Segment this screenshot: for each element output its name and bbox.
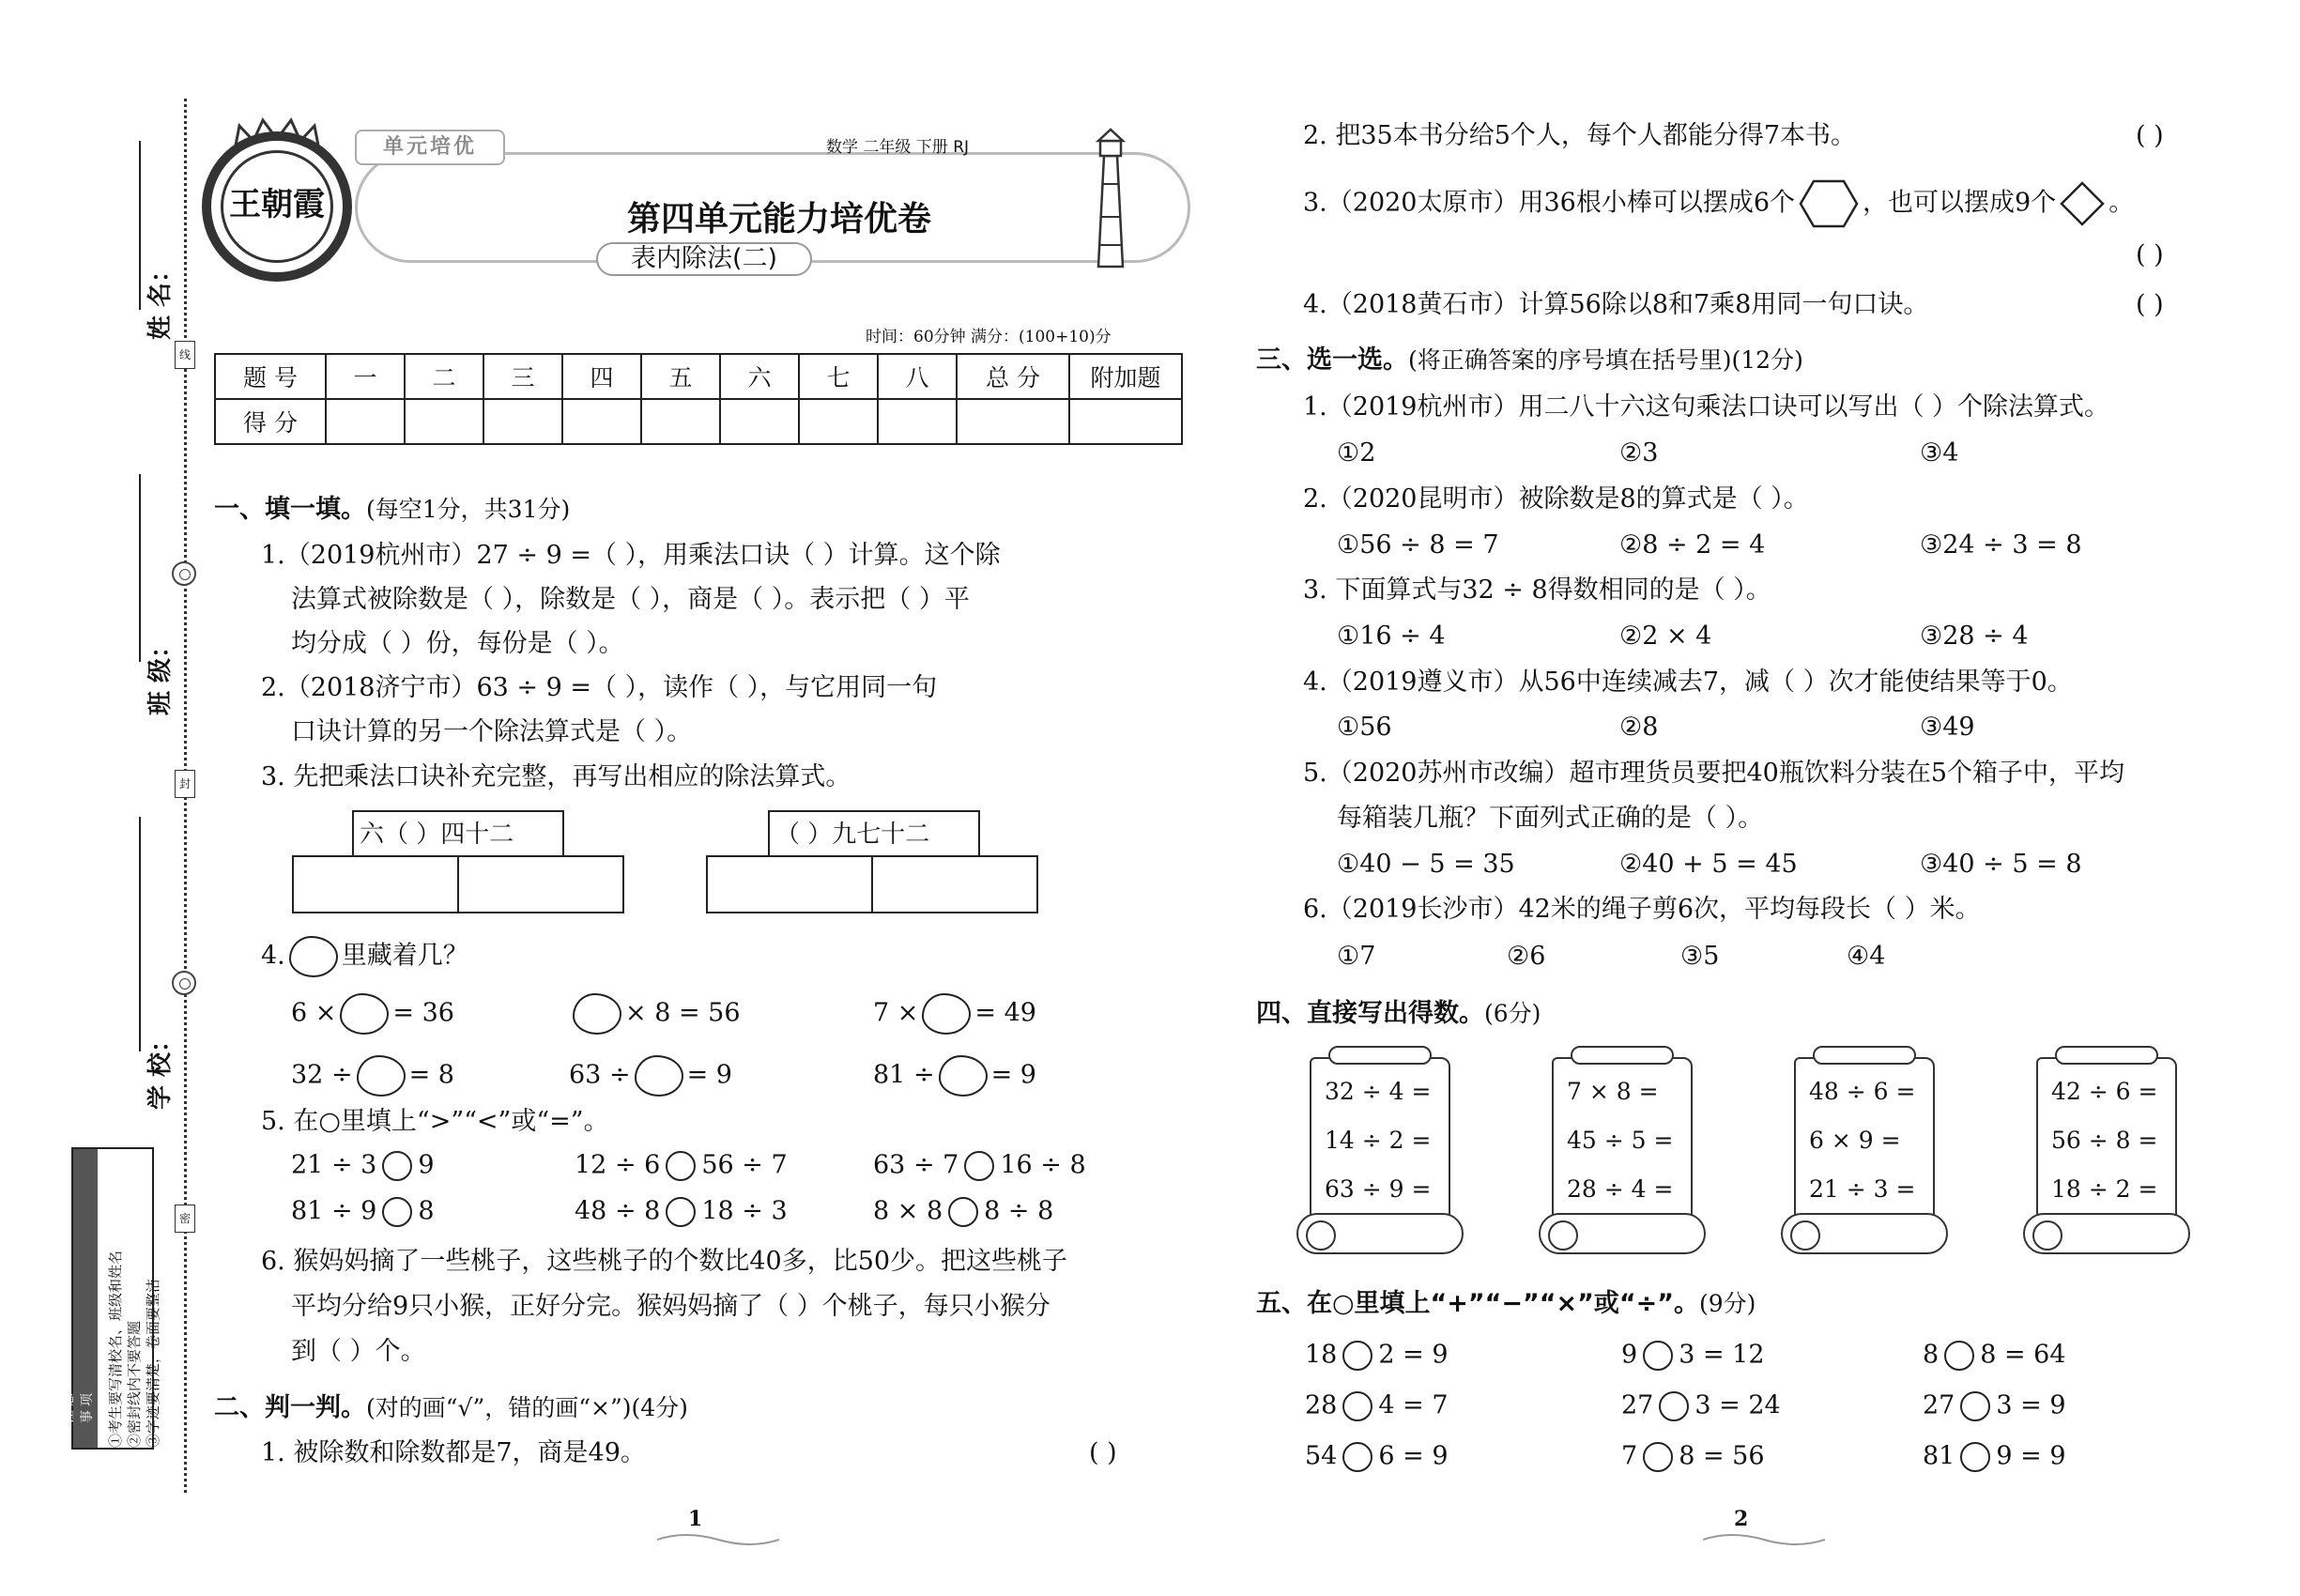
judge-q3-b: ，也可以摆成9个 — [1863, 188, 2057, 218]
q5-left: 63 ÷ 7 — [873, 1150, 959, 1180]
judge-item: 1. 被除数和除数都是7，商是49。 — [261, 1438, 646, 1467]
class-label: 班 级： — [146, 633, 176, 716]
section-4-title: 四、直接写出得数。 — [1256, 999, 1484, 1028]
judge-q3-a: 3.（2020太原市）用36根小棒可以摆成6个 — [1303, 188, 1796, 218]
judge-item — [1303, 179, 2134, 228]
op-right: 6 = 9 — [1378, 1441, 1449, 1471]
choice-question: 4.（2019遵义市）从56中连续减去7，减（ ）次才能使结果等于0。 — [1303, 668, 2073, 697]
q5-item — [873, 1197, 1053, 1227]
unit-tag: 单元培优 — [355, 130, 505, 165]
score-cell[interactable] — [405, 399, 483, 444]
answer-box[interactable] — [871, 855, 1038, 913]
table-cell: 三 — [483, 354, 562, 399]
q4-item — [873, 993, 1036, 1035]
circle-blank[interactable] — [1342, 1341, 1372, 1371]
q5-line: 5. 在○里填上“>”“<”或“=”。 — [261, 1107, 609, 1136]
score-cell[interactable] — [799, 399, 878, 444]
q5-item — [575, 1151, 788, 1181]
choice-option[interactable]: ②3 — [1619, 438, 1659, 468]
answer-box[interactable] — [457, 855, 624, 913]
op-right: 8 = 64 — [1980, 1340, 2066, 1370]
op-item — [1923, 1341, 2066, 1371]
op-right: 3 = 24 — [1694, 1390, 1781, 1420]
table-cell: 二 — [405, 354, 483, 399]
scroll-roll-icon — [1539, 1213, 1706, 1254]
circle-blank[interactable] — [1960, 1442, 1990, 1472]
op-right: 8 = 56 — [1679, 1441, 1765, 1471]
op-right: 3 = 12 — [1679, 1340, 1765, 1370]
score-cell[interactable] — [641, 399, 720, 444]
scroll-top — [1571, 1046, 1674, 1065]
circle-blank[interactable] — [1643, 1442, 1673, 1472]
q4-item-pre: 81 ÷ — [873, 1060, 935, 1090]
choice-option[interactable]: ②40 + 5 = 45 — [1619, 850, 1798, 879]
q4-item — [291, 993, 454, 1035]
judge-answer-paren[interactable]: ( ) — [2136, 121, 2164, 150]
scroll-roll-icon — [1296, 1213, 1464, 1254]
scroll-equation[interactable]: 6 × 9 = — [1809, 1127, 1901, 1154]
choice-option[interactable]: ②6 — [1507, 942, 1546, 971]
circle-blank[interactable] — [666, 1197, 696, 1227]
scroll-card — [1542, 1044, 1702, 1255]
circle-blank[interactable] — [1960, 1391, 1990, 1421]
q4-item-post: = 49 — [974, 998, 1036, 1028]
choice-option[interactable]: ④4 — [1847, 942, 1886, 971]
choice-option[interactable]: ①56 ÷ 8 = 7 — [1337, 530, 1499, 560]
circle-blank[interactable] — [382, 1197, 412, 1227]
brand-logo — [202, 131, 352, 282]
page-subtitle: 表内除法(二) — [596, 242, 812, 276]
choice-option[interactable]: ①7 — [1337, 942, 1376, 971]
circle-blank[interactable] — [1342, 1442, 1372, 1472]
binding-hole-icon — [172, 561, 196, 586]
scroll-equation[interactable]: 21 ÷ 3 = — [1809, 1175, 1916, 1203]
section-3-note: (将正确答案的序号填在括号里)(12分) — [1408, 346, 1803, 374]
scroll-equation[interactable]: 7 × 8 = — [1567, 1078, 1659, 1105]
table-cell: 一 — [326, 354, 405, 399]
op-right: 4 = 7 — [1378, 1390, 1449, 1420]
score-cell[interactable] — [878, 399, 957, 444]
q2-line: 2.（2018济宁市）63 ÷ 9 =（ ），读作（ ），与它用同一句 — [261, 673, 938, 702]
q3-line: 3. 先把乘法口诀补充完整，再写出相应的除法算式。 — [261, 762, 851, 791]
notice-line: ①考生要写清校名、班级和姓名 — [107, 1250, 124, 1448]
judge-q3-c: 。 — [2108, 188, 2135, 218]
q4-line — [261, 936, 468, 977]
choice-option[interactable]: ①56 — [1337, 713, 1392, 742]
rhyme-text: （ ）九七十二 — [775, 821, 930, 849]
op-left: 18 — [1305, 1340, 1338, 1370]
table-cell: 四 — [562, 354, 641, 399]
q5-right: 18 ÷ 3 — [701, 1196, 788, 1226]
score-cell[interactable] — [1069, 399, 1182, 444]
op-right: 9 = 9 — [1996, 1441, 2066, 1471]
section-2-note: (对的画“√”，错的画“×”)(4分) — [366, 1394, 688, 1421]
brand-name: 王朝霞 — [229, 186, 325, 223]
section-1-title: 一、填一填。 — [214, 495, 366, 524]
q5-item — [575, 1197, 788, 1227]
choice-option[interactable]: ③5 — [1680, 942, 1720, 971]
q5-left: 12 ÷ 6 — [575, 1150, 661, 1180]
judge-item: 2. 把35本书分给5个人，每个人都能分得7本书。 — [1303, 121, 1857, 150]
circle-blank[interactable] — [1643, 1341, 1673, 1371]
scroll-card — [2027, 1044, 2186, 1255]
cloud-blank[interactable] — [340, 993, 389, 1035]
circle-blank[interactable] — [1342, 1391, 1372, 1421]
school-label: 学 校： — [146, 1027, 176, 1111]
q5-item — [873, 1151, 1086, 1181]
q4-item-post: × 8 = 56 — [625, 998, 741, 1028]
table-cell: 八 — [878, 354, 957, 399]
q5-right: 56 ÷ 7 — [701, 1150, 788, 1180]
notice-box — [61, 1147, 161, 1450]
q5-item — [291, 1197, 435, 1227]
section-5-note: (9分) — [1699, 1290, 1756, 1317]
judge-answer-paren[interactable]: ( ) — [2136, 240, 2164, 269]
op-left: 28 — [1305, 1390, 1338, 1420]
score-cell[interactable] — [720, 399, 799, 444]
scroll-top — [1813, 1046, 1916, 1065]
scroll-equation[interactable]: 48 ÷ 6 = — [1809, 1078, 1916, 1105]
op-left: 8 — [1923, 1340, 1940, 1370]
scroll-equation[interactable]: 42 ÷ 6 = — [2051, 1078, 2158, 1105]
class-write-line[interactable] — [139, 474, 141, 662]
notice-line: ③字迹要清楚，卷面要整洁 — [145, 1278, 161, 1448]
answer-box[interactable] — [706, 855, 873, 913]
choice-option[interactable]: ③28 ÷ 4 — [1920, 622, 2029, 651]
section-1-heading — [214, 496, 570, 524]
judge-answer-paren[interactable]: ( ) — [1089, 1438, 1117, 1467]
judge-answer-paren[interactable]: ( ) — [2136, 290, 2164, 319]
section-3-title: 三、选一选。 — [1256, 345, 1408, 375]
seal-tag-line: 线 — [175, 341, 195, 369]
time-info: 时间：60分钟 满分：(100+10)分 — [866, 328, 1112, 346]
op-item — [1305, 1391, 1449, 1421]
q5-right: 8 ÷ 8 — [984, 1196, 1054, 1226]
circle-blank[interactable] — [964, 1151, 994, 1181]
scroll-roll-icon — [2023, 1213, 2190, 1254]
choice-question: 5.（2020苏州市改编）超市理货员要把40瓶饮料分装在5个箱子中，平均 — [1303, 759, 2125, 788]
cloud-blank[interactable] — [357, 1055, 406, 1097]
rhyme-text: 六（ ）四十二 — [360, 821, 514, 849]
section-2-heading — [214, 1394, 688, 1422]
scroll-card — [1300, 1044, 1460, 1255]
seal-tag-seal: 封 — [175, 770, 195, 798]
scroll-top — [2055, 1046, 2158, 1065]
cloud-blank[interactable] — [939, 1055, 988, 1097]
q6-line: 平均分给9只小猴，正好分完。猴妈妈摘了（ ）个桃子，每只小猴分 — [291, 1292, 1050, 1321]
choice-option[interactable]: ③24 ÷ 3 = 8 — [1920, 530, 2082, 560]
choice-question-cont: 每箱装几瓶？下面列式正确的是（ ）。 — [1337, 804, 1764, 833]
score-cell[interactable] — [562, 399, 641, 444]
table-cell: 七 — [799, 354, 878, 399]
q4-item — [569, 993, 741, 1035]
choice-option[interactable]: ②8 — [1619, 713, 1659, 742]
section-2-title: 二、判一判。 — [214, 1393, 366, 1422]
table-cell: 附加题 — [1069, 354, 1182, 399]
q4-item-post: = 8 — [408, 1060, 454, 1090]
name-write-line[interactable] — [139, 141, 141, 310]
op-right: 3 = 9 — [1996, 1390, 2066, 1420]
choice-option[interactable]: ①40 − 5 = 35 — [1337, 850, 1515, 879]
table-cell: 五 — [641, 354, 720, 399]
q4-item — [873, 1055, 1036, 1097]
q5-left: 8 × 8 — [873, 1196, 943, 1226]
choice-option[interactable]: ③40 ÷ 5 = 8 — [1920, 850, 2082, 879]
q4-item-post: = 9 — [686, 1060, 732, 1090]
op-item — [1621, 1341, 1765, 1371]
table-cell: 得 分 — [215, 399, 326, 444]
hexagon-icon — [1799, 179, 1859, 228]
scroll-equation[interactable]: 45 ÷ 5 = — [1567, 1127, 1674, 1154]
judge-item: 4.（2018黄石市）计算56除以8和7乘8用同一句口诀。 — [1303, 290, 1929, 319]
q4-text: 里藏着几？ — [341, 941, 468, 971]
scroll-equation[interactable]: 18 ÷ 2 = — [2051, 1175, 2158, 1203]
choice-option[interactable]: ②8 ÷ 2 = 4 — [1619, 530, 1766, 560]
op-item — [1923, 1442, 2066, 1472]
q4-item — [569, 1055, 732, 1097]
footer-wave-icon — [657, 1530, 779, 1549]
scroll-equation[interactable]: 56 ÷ 8 = — [2051, 1127, 2158, 1154]
section-3-heading — [1256, 346, 1803, 375]
footer-wave-icon — [1703, 1530, 1825, 1549]
op-left: 7 — [1621, 1441, 1638, 1471]
notice-header — [61, 1149, 98, 1448]
scroll-top — [1328, 1046, 1432, 1065]
q5-left: 81 ÷ 9 — [291, 1196, 377, 1226]
scroll-equation[interactable]: 28 ÷ 4 = — [1567, 1175, 1674, 1203]
q6-line: 6. 猴妈妈摘了一些桃子，这些桃子的个数比40多，比50少。把这些桃子 — [261, 1247, 1068, 1276]
rhombus-icon — [2060, 181, 2105, 226]
q5-right: 8 — [418, 1196, 435, 1226]
score-cell[interactable] — [483, 399, 562, 444]
name-label: 姓 名： — [146, 257, 176, 341]
choice-question: 6.（2019长沙市）42米的绳子剪6次，平均每段长（ ）米。 — [1303, 895, 1981, 924]
q4-item-pre: 6 × — [291, 998, 337, 1028]
answer-box[interactable] — [292, 855, 459, 913]
scroll-equation[interactable]: 14 ÷ 2 = — [1325, 1127, 1432, 1154]
scroll-card — [1785, 1044, 1944, 1255]
circle-blank[interactable] — [1659, 1391, 1689, 1421]
choice-option[interactable]: ①2 — [1337, 438, 1376, 468]
notice-title: 注意事项 — [61, 1389, 95, 1423]
binding-hole-icon — [172, 971, 196, 995]
score-header-row — [215, 354, 1182, 399]
choice-question: 1.（2019杭州市）用二八十六这句乘法口诀可以写出（ ）个除法算式。 — [1303, 392, 2110, 422]
page-number-left: 1 — [688, 1507, 703, 1531]
q5-left: 48 ÷ 8 — [575, 1196, 661, 1226]
page-title: 第四单元能力培优卷 — [626, 200, 931, 238]
section-1-note: (每空1分，共31分) — [366, 496, 571, 523]
q5-right: 16 ÷ 8 — [1000, 1150, 1086, 1180]
scroll-equation[interactable]: 32 ÷ 4 = — [1325, 1078, 1432, 1105]
circle-blank[interactable] — [382, 1151, 412, 1181]
scroll-equation[interactable]: 63 ÷ 9 = — [1325, 1175, 1432, 1203]
section-5-heading — [1256, 1290, 1756, 1318]
multiplication-rhyme-box — [768, 810, 980, 857]
op-left: 54 — [1305, 1441, 1338, 1471]
section-5-title: 五、在○里填上“+”“−”“×”或“÷”。 — [1256, 1289, 1700, 1318]
q1-line: 1.（2019杭州市）27 ÷ 9 =（ ），用乘法口诀（ ）计算。这个除 — [261, 541, 1001, 570]
q5-item — [291, 1151, 435, 1181]
op-left: 27 — [1621, 1390, 1654, 1420]
choice-option[interactable]: ②2 × 4 — [1619, 622, 1712, 651]
q5-left: 21 ÷ 3 — [291, 1150, 377, 1180]
circle-blank[interactable] — [666, 1151, 696, 1181]
cloud-blank[interactable] — [635, 1055, 683, 1097]
op-right: 2 = 9 — [1378, 1340, 1449, 1370]
table-cell: 总 分 — [957, 354, 1069, 399]
q4-number: 4. — [261, 941, 285, 971]
choice-option[interactable]: ①16 ÷ 4 — [1337, 622, 1446, 651]
scroll-roll-icon — [1781, 1213, 1948, 1254]
section-4-heading — [1256, 1000, 1541, 1028]
circle-blank[interactable] — [1944, 1341, 1974, 1371]
score-cell[interactable] — [957, 399, 1069, 444]
score-value-row — [215, 399, 1182, 444]
q4-item-post: = 36 — [392, 998, 454, 1028]
op-item — [1305, 1442, 1449, 1472]
school-write-line[interactable] — [139, 817, 141, 1051]
choice-option[interactable]: ③49 — [1920, 713, 1975, 742]
table-cell: 题 号 — [215, 354, 326, 399]
choice-question: 2.（2020昆明市）被除数是8的算式是（ ）。 — [1303, 484, 1809, 514]
score-cell[interactable] — [326, 399, 405, 444]
cloud-blank[interactable] — [573, 993, 621, 1035]
page-number-right: 2 — [1734, 1507, 1749, 1531]
seal-tag-secret: 密 — [175, 1205, 195, 1233]
op-item — [1621, 1442, 1765, 1472]
q1-line: 均分成（ ）份，每份是（ ）。 — [291, 629, 624, 658]
q4-item-pre: 63 ÷ — [569, 1060, 631, 1090]
op-left: 27 — [1923, 1390, 1955, 1420]
op-item — [1923, 1391, 2066, 1421]
circle-blank[interactable] — [948, 1197, 978, 1227]
op-left: 81 — [1923, 1441, 1955, 1471]
q2-line: 口诀计算的另一个除法算式是（ ）。 — [291, 717, 693, 746]
op-left: 9 — [1621, 1340, 1638, 1370]
choice-question: 3. 下面算式与32 ÷ 8得数相同的是（ ）。 — [1303, 575, 1771, 605]
score-table — [214, 353, 1183, 445]
q1-line: 法算式被除数是（ ），除数是（ ），商是（ ）。表示把（ ）平 — [291, 585, 970, 614]
notice-line: ②密封线内不要答题 — [126, 1320, 143, 1448]
op-item — [1305, 1341, 1449, 1371]
multiplication-rhyme-box — [352, 810, 564, 857]
q4-item-pre: 32 ÷ — [291, 1060, 353, 1090]
lighthouse-icon — [1078, 128, 1143, 269]
subject-line: 数学 二年级 下册 RJ — [826, 138, 970, 157]
section-4-note: (6分) — [1484, 1000, 1541, 1027]
q4-item-post: = 9 — [990, 1060, 1036, 1090]
q4-item-pre: 7 × — [873, 998, 919, 1028]
q6-line: 到（ ）个。 — [291, 1337, 426, 1366]
q5-right: 9 — [418, 1150, 435, 1180]
q4-item — [291, 1055, 454, 1097]
op-item — [1621, 1391, 1781, 1421]
choice-option[interactable]: ③4 — [1920, 438, 1959, 468]
cloud-blank[interactable] — [922, 993, 971, 1035]
table-cell: 六 — [720, 354, 799, 399]
cloud-icon — [289, 936, 338, 977]
